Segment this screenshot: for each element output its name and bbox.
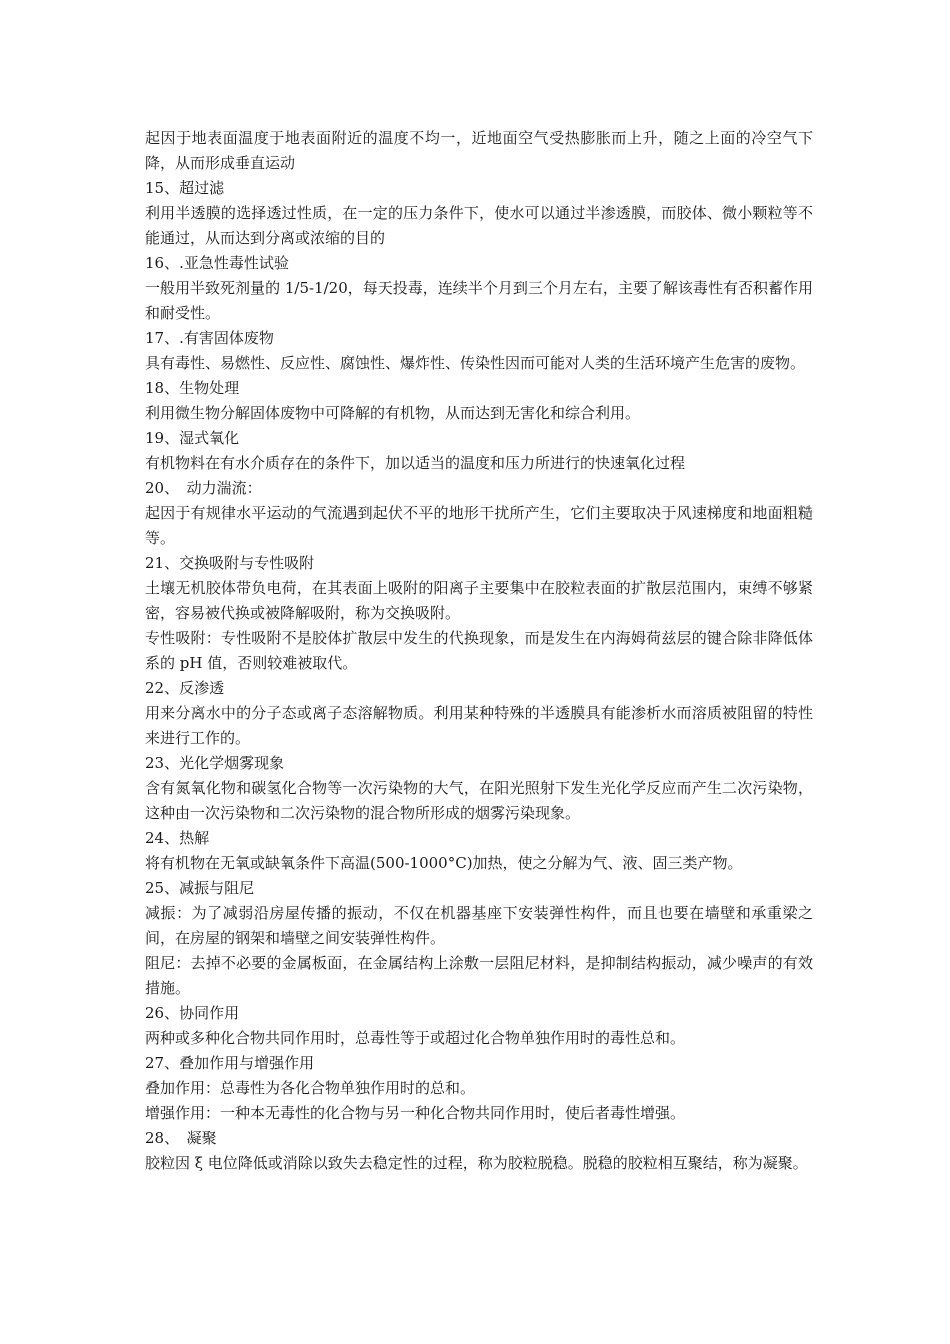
section-heading-23: 23、光化学烟雾现象 xyxy=(145,754,285,772)
document-page xyxy=(145,126,813,1176)
paragraph: 起因于有规律水平运动的气流遇到起伏不平的地形干扰所产生，它们主要取决于风速梯度和地面粗糙等。 xyxy=(145,504,813,547)
paragraph: 起因于地表面温度于地表面附近的温度不均一，近地面空气受热膨胀而上升，随之上面的冷空气下降，从而形成垂直运动 xyxy=(145,129,813,172)
paragraph: 胶粒因 ξ 电位降低或消除以致失去稳定性的过程，称为胶粒脱稳。脱稳的胶粒相互聚结，称为凝聚。 xyxy=(145,1154,808,1172)
paragraph: 利用半透膜的选择透过性质，在一定的压力条件下，使水可以通过半渗透膜，而胶体、微小颗粒等不能通过，从而达到分离或浓缩的目的 xyxy=(145,204,813,247)
section-heading-16: 16、.亚急性毒性试验 xyxy=(145,254,289,272)
section-heading-24: 24、热解 xyxy=(145,829,210,847)
paragraph: 用来分离水中的分子态或离子态溶解物质。利用某种特殊的半透膜具有能渗析水而溶质被阻留的特性来进行工作的。 xyxy=(145,704,813,747)
paragraph: 具有毒性、易燃性、反应性、腐蚀性、爆炸性、传染性因而可能对人类的生活环境产生危害的废物。 xyxy=(145,354,806,372)
paragraph: 含有氮氧化物和碳氢化合物等一次污染物的大气，在阳光照射下发生光化学反应而产生二次污染物，这种由一次污染物和二次污染物的混合物所形成的烟雾污染现象。 xyxy=(145,779,813,822)
paragraph: 一般用半致死剂量的 1/5-1/20，每天投毒，连续半个月到三个月左右，主要了解该毒性有否积蓄作用和耐受性。 xyxy=(145,279,813,322)
section-heading-20: 20、 动力湍流： xyxy=(145,479,262,497)
paragraph: 增强作用：一种本无毒性的化合物与另一种化合物共同作用时，使后者毒性增强。 xyxy=(145,1104,686,1122)
paragraph: 利用微生物分解固体废物中可降解的有机物，从而达到无害化和综合利用。 xyxy=(145,404,641,422)
section-heading-27: 27、叠加作用与增强作用 xyxy=(145,1054,315,1072)
section-heading-17: 17、.有害固体废物 xyxy=(145,329,274,347)
section-heading-18: 18、生物处理 xyxy=(145,379,240,397)
section-heading-15: 15、超过滤 xyxy=(145,179,225,197)
paragraph: 减振：为了减弱沿房屋传播的振动，不仅在机器基座下安装弹性构件，而且也要在墙壁和承重梁之间，在房屋的钢架和墙壁之间安装弹性构件。 xyxy=(145,904,813,947)
section-heading-21: 21、交换吸附与专性吸附 xyxy=(145,554,315,572)
section-heading-25: 25、减振与阻尼 xyxy=(145,879,255,897)
section-heading-28: 28、 凝聚 xyxy=(145,1129,217,1147)
paragraph: 有机物料在有水介质存在的条件下，加以适当的温度和压力所进行的快速氧化过程 xyxy=(145,454,686,472)
paragraph: 叠加作用：总毒性为各化合物单独作用时的总和。 xyxy=(145,1079,476,1097)
paragraph: 两种或多种化合物共同作用时，总毒性等于或超过化合物单独作用时的毒性总和。 xyxy=(145,1029,686,1047)
paragraph: 阻尼：去掉不必要的金属板面，在金属结构上涂敷一层阻尼材料，是抑制结构振动，减少噪声的有效措施。 xyxy=(145,954,813,997)
section-heading-19: 19、湿式氧化 xyxy=(145,429,240,447)
paragraph: 专性吸附：专性吸附不是胶体扩散层中发生的代换现象，而是发生在内海姆荷兹层的键合除非降低体系的 pH 值，否则较难被取代。 xyxy=(145,629,813,672)
paragraph: 土壤无机胶体带负电荷，在其表面上吸附的阳离子主要集中在胶粒表面的扩散层范围内，束缚不够紧密，容易被代换或被降解吸附，称为交换吸附。 xyxy=(145,579,813,622)
paragraph: 将有机物在无氧或缺氧条件下高温(500-1000°C)加热，使之分解为气、液、固三类产物。 xyxy=(145,854,743,872)
section-heading-26: 26、协同作用 xyxy=(145,1004,240,1022)
section-heading-22: 22、反渗透 xyxy=(145,679,225,697)
